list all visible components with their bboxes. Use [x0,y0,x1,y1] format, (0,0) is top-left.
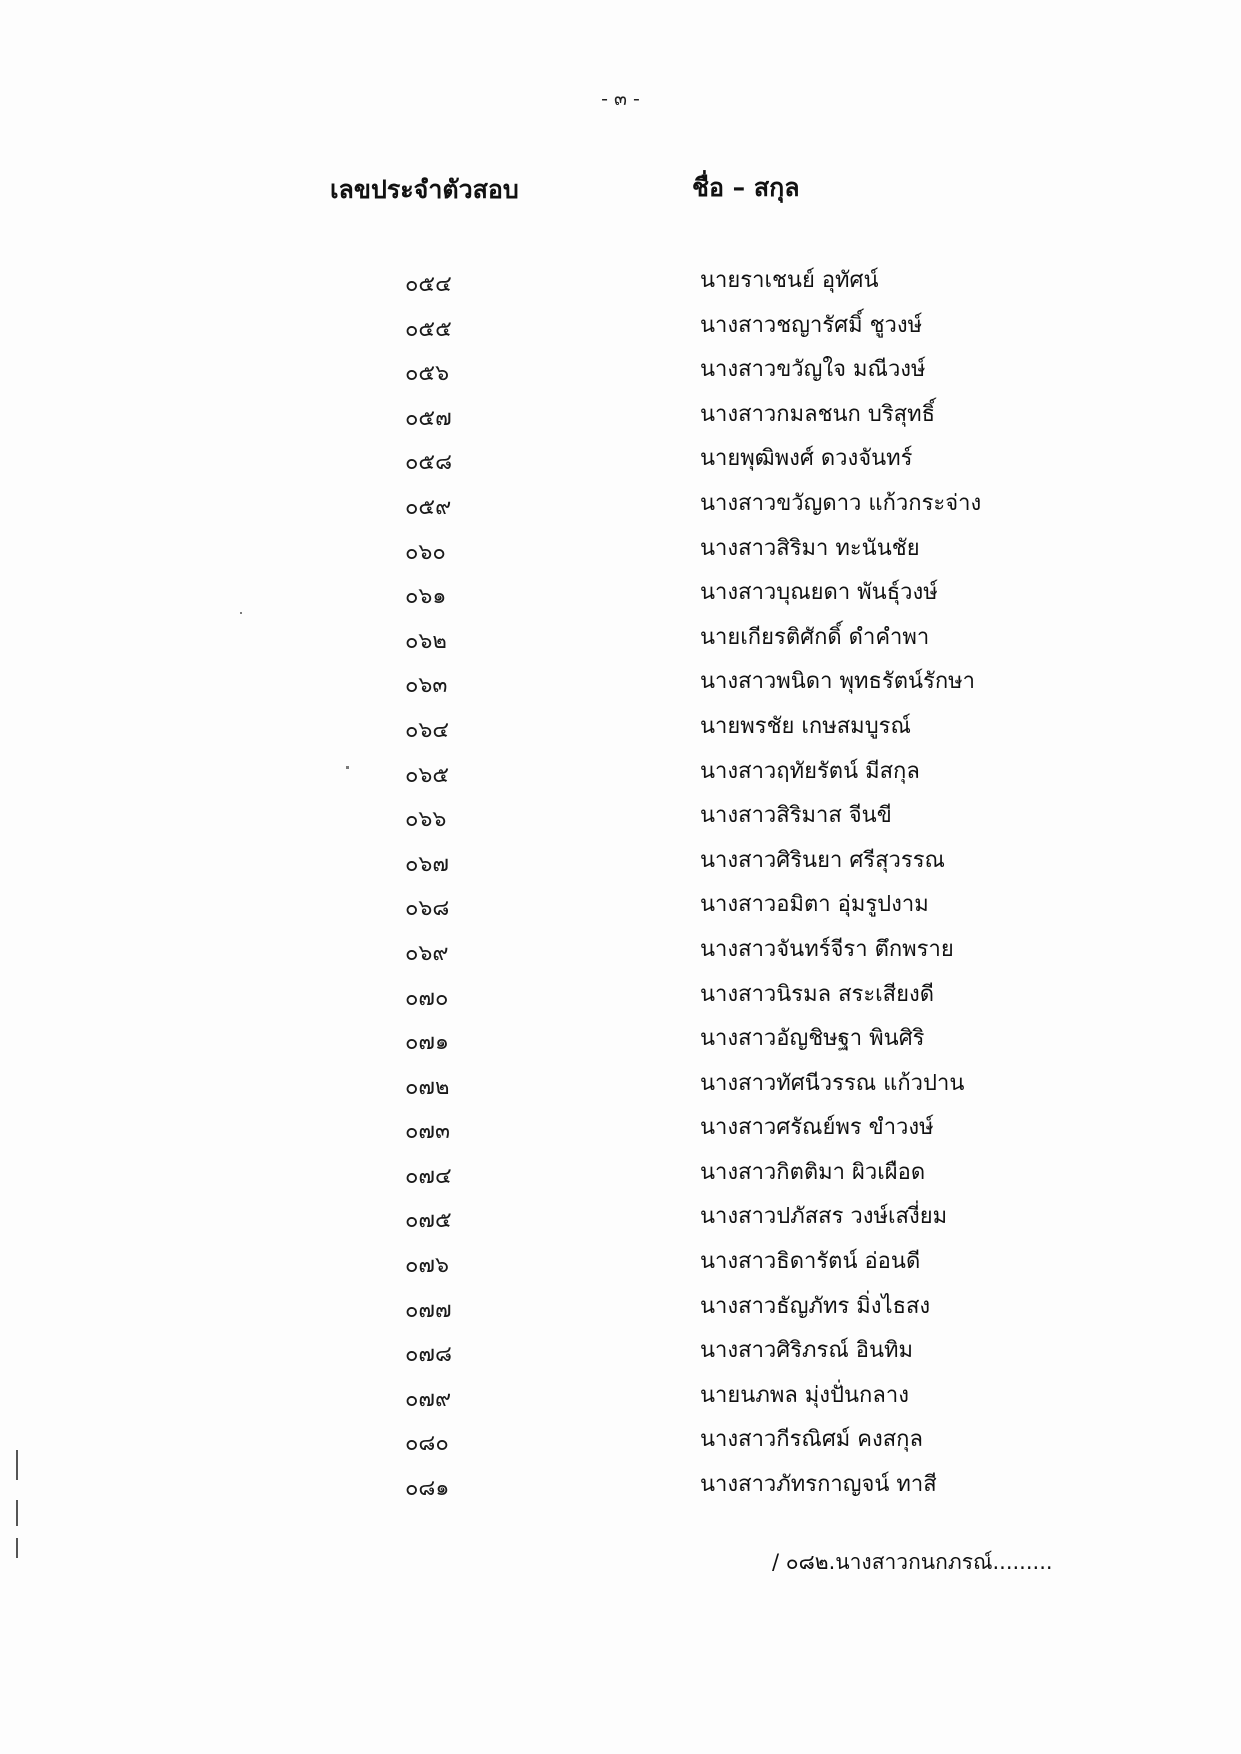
list-item [0,619,1241,664]
candidate-name: นางสาวขวัญใจ มณีวงษ์ [700,357,926,383]
candidate-name: นางสาวสิริมาส จีนขี [700,803,892,829]
exam-id: ๐๖๘ [405,896,450,922]
list-item [0,1065,1241,1110]
exam-id: ๐๕๖ [405,361,450,387]
exam-id: ๐๕๔ [405,272,452,297]
candidate-name: นางสาวศิรินยา ศรีสุวรรณ [700,847,945,873]
candidate-name: นายราเชนย์ อุทัศน์ [700,268,879,293]
list-item [0,1466,1241,1511]
scan-edge-mark [16,1450,18,1480]
candidate-name: นางสาวศรัณย์พร ขำวงษ์ [700,1115,934,1141]
exam-id: ๐๗๖ [405,1253,449,1279]
exam-id: ๐๕๘ [405,450,453,476]
scan-edge-mark [16,1500,18,1526]
list-item [0,1332,1241,1377]
list-item [0,530,1241,575]
candidate-name: นางสาวฤทัยรัตน์ มีสกุล [700,758,920,784]
list-item [0,440,1241,485]
exam-id: ๐๖๔ [405,717,450,743]
exam-id: ๐๖๑ [405,584,447,610]
candidate-name: นางสาวจันทร์จีรา ตึกพราย [700,936,954,962]
list-item [0,842,1241,887]
list-item [0,1421,1241,1466]
candidate-name: นางสาวพนิดา พุทธรัตน์รักษา [700,669,976,695]
exam-id: ๐๖๖ [405,807,447,833]
exam-id: ๐๕๕ [405,316,452,342]
candidate-name: นายพุฒิพงศ์ ดวงจันทร์ [700,446,913,472]
list-item [0,485,1241,530]
exam-id: ๐๘๐ [405,1431,449,1457]
exam-id: ๐๖๐ [405,539,446,565]
candidate-name: นางสาวปภัสสร วงษ์เสงี่ยม [700,1204,948,1230]
exam-id: ๐๕๙ [405,494,452,520]
exam-id: ๐๖๙ [405,940,449,966]
continuation-note: / ๐๘๒.นางสาวกนกภรณ์......... [772,1550,1053,1574]
list-item [0,797,1241,842]
exam-id: ๐๗๓ [405,1119,451,1145]
list-item [0,663,1241,708]
scan-edge-mark [16,1538,18,1558]
list-item [0,1109,1241,1154]
candidate-name: นางสาวบุณยดา พันธุ์วงษ์ [700,580,938,606]
candidate-name: นางสาวกมลชนก บริสุทธิ์ [700,401,935,427]
candidate-name: นายพรชัย เกษสมบูรณ์ [700,713,911,739]
list-item [0,351,1241,396]
column-header-full-name: ชื่อ – สกุล [692,173,800,202]
candidate-name: นางสาวชญารัศมิ์ ชูวงษ์ [700,312,923,338]
column-header-exam-id: เลขประจำตัวสอบ [330,175,519,204]
list-item [0,262,1241,307]
candidate-name: นางสาวอัญชิษฐา พินศิริ [700,1026,925,1052]
candidate-name: นางสาวภัทรกาญจน์ ทาสี [700,1472,937,1498]
exam-id: ๐๗๕ [405,1208,452,1234]
candidate-name: นางสาวสิริมา ทะนันชัย [700,535,920,561]
list-item [0,708,1241,753]
exam-id: ๐๘๑ [405,1476,450,1502]
exam-id: ๐๖๓ [405,673,448,699]
candidate-name: นางสาวธิดารัตน์ อ่อนดี [700,1249,921,1275]
list-item [0,931,1241,976]
list-item [0,886,1241,931]
list-item [0,396,1241,441]
candidate-name: นางสาวอมิตา อุ่มรูปงาม [700,892,929,918]
list-item [0,1288,1241,1333]
list-item [0,307,1241,352]
page-number: - ๓ - [601,88,640,110]
exam-id: ๐๗๙ [405,1386,452,1412]
exam-id: ๐๖๗ [405,851,449,877]
exam-id: ๐๕๗ [405,405,452,431]
list-item [0,976,1241,1021]
candidate-name: นายนภพล มุ่งปั่นกลาง [700,1382,909,1408]
candidate-name: นางสาวกิตติมา ผิวเผือด [700,1159,926,1185]
candidate-name: นางสาวนิรมล สระเสียงดี [700,981,935,1007]
candidate-name: นางสาวศิริภรณ์ อินทิม [700,1338,914,1364]
list-item [0,1020,1241,1065]
candidate-name: นางสาวกีรณิศม์ คงสกุล [700,1427,923,1453]
exam-id: ๐๗๑ [405,1030,449,1056]
candidate-name: นายเกียรติศักดิ์ ดำคำพา [700,624,930,650]
candidate-name: นางสาวขวัญดาว แก้วกระจ่าง [700,490,982,516]
exam-id: ๐๖๕ [405,762,450,788]
exam-id: ๐๗๐ [405,985,449,1011]
scan-speck [346,766,349,769]
list-item [0,1198,1241,1243]
list-item [0,1243,1241,1288]
list-item [0,753,1241,798]
list-item [0,574,1241,619]
exam-id: ๐๗๗ [405,1297,452,1323]
candidate-list [0,262,1241,1511]
candidate-name: นางสาวธัญภัทร มิ่งไธสง [700,1293,931,1319]
exam-id: ๐๗๔ [405,1163,452,1189]
exam-id: ๐๗๘ [405,1342,452,1368]
scan-speck [240,612,242,614]
list-item [0,1154,1241,1199]
exam-id: ๐๗๒ [405,1074,450,1100]
candidate-name: นางสาวทัศนีวรรณ แก้วปาน [700,1070,965,1096]
exam-id: ๐๖๒ [405,628,447,654]
list-item [0,1377,1241,1422]
